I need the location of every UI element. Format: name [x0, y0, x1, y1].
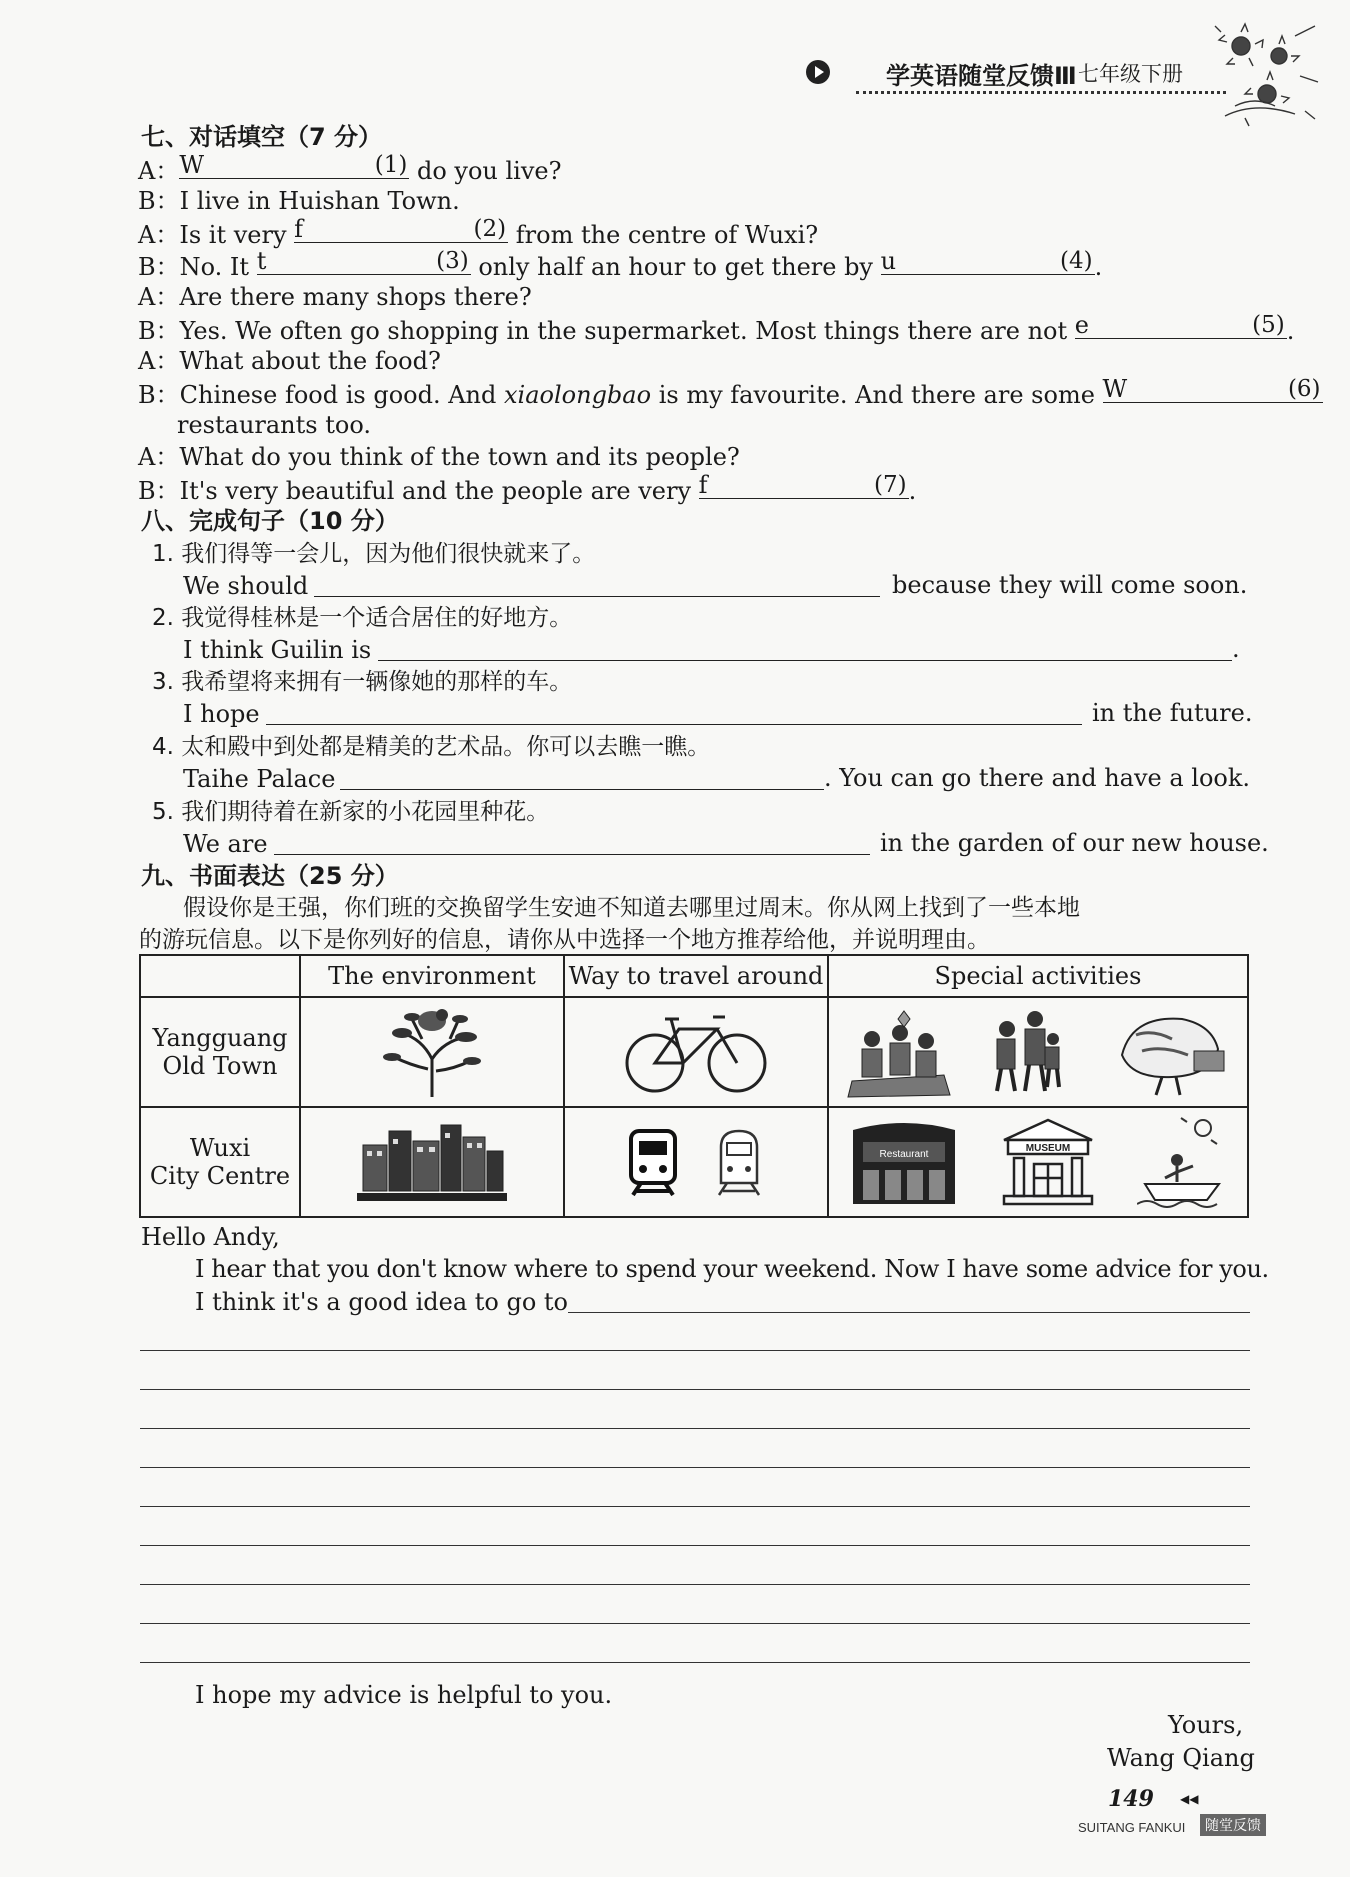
- header-title: 学英语随堂反馈Ⅲ: [886, 62, 1077, 90]
- family-walking-icon: [983, 1005, 1073, 1099]
- blank-6[interactable]: W (6): [1102, 375, 1321, 403]
- restaurant-icon: [849, 1116, 959, 1208]
- place-yangguang: Yangguang Old Town: [140, 997, 300, 1107]
- blank-4[interactable]: u (4): [880, 247, 1093, 275]
- dialogue-line-9: A：What do you think of the town and its people?: [138, 443, 740, 471]
- writing-line[interactable]: [140, 1545, 1250, 1546]
- footer-arrows-icon: ◀◀: [1180, 1792, 1199, 1806]
- sentence-5-chinese: 5. 我们期待着在新家的小花园里种花。: [152, 799, 550, 825]
- table-header-activities: Special activities: [828, 955, 1248, 997]
- sentence-1-english-end: because they will come soon.: [892, 571, 1248, 599]
- tree-bird-icon: [362, 999, 502, 1099]
- sentence-2-english-start: I think Guilin is: [183, 636, 372, 664]
- table-header-travel: Way to travel around: [564, 955, 828, 997]
- restaurant-sign-text: Restaurant: [879, 1149, 929, 1160]
- writing-line[interactable]: [140, 1506, 1250, 1507]
- dialogue-line-10: B：It's very beautiful and the people are very f (7) .: [138, 471, 917, 505]
- letter-first-blank[interactable]: [568, 1312, 1250, 1313]
- header-play-icon: [806, 60, 830, 84]
- writing-line[interactable]: [140, 1623, 1250, 1624]
- section7-title: 七、对话填空（7 分）: [141, 123, 383, 151]
- table-header-environment: The environment: [300, 955, 564, 997]
- letter-closing-line: I hope my advice is helpful to you.: [195, 1681, 613, 1709]
- letter-line-2-start: I think it's a good idea to go to: [195, 1288, 569, 1316]
- writing-line[interactable]: [140, 1428, 1250, 1429]
- place-wuxi: Wuxi City Centre: [140, 1107, 300, 1217]
- page-number: 149: [1108, 1786, 1154, 1812]
- sentence-5-english-start: We are: [183, 830, 268, 858]
- writing-line[interactable]: [140, 1584, 1250, 1585]
- letter-line-1: I hear that you don't know where to spend your weekend. Now I have some advice for you.: [195, 1255, 1269, 1283]
- dialogue-line-8b: restaurants too.: [177, 411, 371, 439]
- writing-line[interactable]: [140, 1662, 1250, 1663]
- table-row-yangguang: [140, 997, 1248, 1107]
- dialogue-line-1: A： W (1) do you live?: [138, 151, 562, 185]
- metro-train-icon: [627, 1127, 679, 1197]
- travel-train-cell: [564, 1107, 828, 1217]
- writing-line[interactable]: [140, 1389, 1250, 1390]
- sentence-2-chinese: 2. 我觉得桂林是一个适合居住的好地方。: [152, 605, 573, 631]
- bicycle-icon: [621, 999, 771, 1099]
- sentence-4-english-start: Taihe Palace: [183, 765, 336, 793]
- table-header-row: [140, 955, 1248, 997]
- city-buildings-icon: [357, 1111, 507, 1207]
- sentence-1-english-start: We should: [183, 572, 309, 600]
- writing-line[interactable]: [140, 1350, 1250, 1351]
- info-table: [139, 954, 1249, 1218]
- museum-icon: [998, 1116, 1098, 1208]
- writing-prompt-line-2: 的游玩信息。以下是你列好的信息，请你从中选择一个地方推荐给他，并说明理由。: [139, 927, 990, 953]
- rooster-icon: [1102, 1005, 1232, 1099]
- sentence-3-blank[interactable]: [266, 724, 1082, 725]
- dialogue-line-4: B：No. It t (3) only half an hour to get there by u (4) .: [138, 247, 1103, 281]
- header-subtitle: 七年级下册: [1078, 62, 1183, 86]
- dialogue-line-2: B：I live in Huishan Town.: [138, 187, 460, 215]
- sentence-3-chinese: 3. 我希望将来拥有一辆像她的那样的车。: [152, 669, 573, 695]
- blank-5[interactable]: e (5): [1074, 311, 1285, 339]
- table-row-wuxi: [140, 1107, 1248, 1217]
- writing-prompt-line-1: 假设你是王强，你们班的交换留学生安迪不知道去哪里过周末。你从网上找到了一些本地: [183, 895, 1080, 921]
- section8-title: 八、完成句子（10 分）: [141, 507, 399, 535]
- dialogue-line-5: A：Are there many shops there?: [138, 283, 532, 311]
- section9-title: 九、书面表达（25 分）: [141, 862, 399, 890]
- sentence-3-english-end: in the future.: [1092, 699, 1253, 727]
- sentence-3-english-start: I hope: [183, 700, 260, 728]
- boating-icon: [1137, 1116, 1227, 1208]
- dialogue-line-7: A：What about the food?: [138, 347, 441, 375]
- table-header-blank: [140, 955, 300, 997]
- blank-3[interactable]: t (3): [256, 247, 469, 275]
- activities-old-town-cell: [828, 997, 1248, 1107]
- letter-greeting: Hello Andy,: [141, 1223, 280, 1251]
- dialogue-line-6: B：Yes. We often go shopping in the supermarket. Most things there are not e (5) .: [138, 311, 1295, 345]
- footer-tag: 随堂反馈: [1200, 1814, 1266, 1836]
- picnic-icon: [844, 1005, 954, 1099]
- blank-2[interactable]: f (2): [294, 215, 507, 243]
- sentence-4-english-end: . You can go there and have a look.: [824, 764, 1251, 792]
- sentence-2-english-end: .: [1232, 635, 1240, 663]
- sentence-2-blank[interactable]: [378, 660, 1232, 661]
- header-dotted-rule: [856, 91, 1226, 94]
- sentence-4-chinese: 4. 太和殿中到处都是精美的艺术品。你可以去瞧一瞧。: [152, 734, 711, 760]
- museum-sign-text: MUSEUM: [1025, 1143, 1071, 1154]
- dialogue-line-3: A：Is it very f (2) from the centre of Wuxi?: [138, 215, 819, 249]
- sunflower-decoration-icon: [1205, 16, 1325, 128]
- dialogue-line-8: B：Chinese food is good. And xiaolongbao is my favourite. And there are some W (6): [138, 375, 1321, 409]
- footer-brand: SUITANG FANKUI: [1078, 1820, 1186, 1835]
- activities-city-cell: [828, 1107, 1248, 1217]
- sentence-5-blank[interactable]: [274, 854, 870, 855]
- letter-signature: Wang Qiang: [1107, 1744, 1255, 1772]
- sentence-1-chinese: 1. 我们得等一会儿，因为他们很快就来了。: [152, 541, 596, 567]
- environment-tree-cell: [300, 997, 564, 1107]
- writing-line[interactable]: [140, 1467, 1250, 1468]
- sentence-1-blank[interactable]: [314, 596, 880, 597]
- blank-1[interactable]: W (1): [179, 151, 408, 179]
- blank-7[interactable]: f (7): [698, 471, 907, 499]
- high-speed-train-icon: [713, 1127, 765, 1197]
- letter-signoff: Yours,: [1168, 1711, 1244, 1739]
- sentence-5-english-end: in the garden of our new house.: [880, 829, 1269, 857]
- sentence-4-blank[interactable]: [340, 789, 824, 790]
- environment-city-cell: [300, 1107, 564, 1217]
- travel-bike-cell: [564, 997, 828, 1107]
